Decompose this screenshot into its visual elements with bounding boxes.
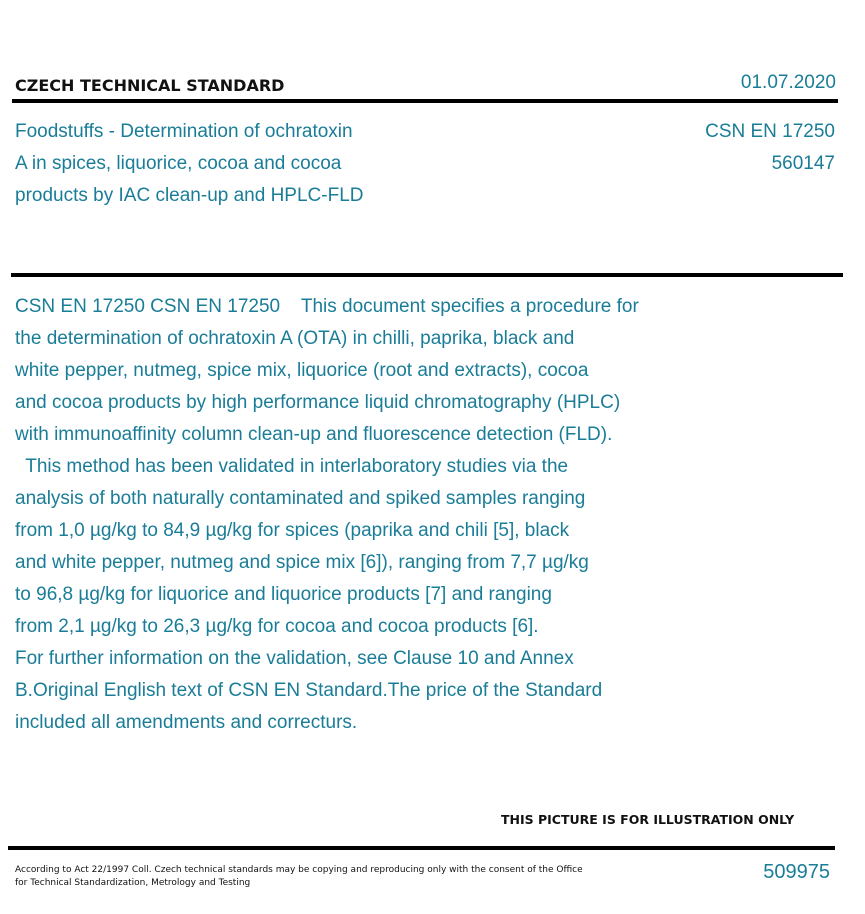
title-line: A in spices, liquorice, cocoa and cocoa [15, 153, 342, 174]
abstract-line: B.Original English text of CSN EN Standard.The price of the Standard [15, 680, 603, 701]
standard-abstract [15, 291, 775, 739]
illustration-disclaimer: THIS PICTURE IS FOR ILLUSTRATION ONLY [501, 812, 795, 827]
copyright-note [15, 864, 615, 890]
abstract-line: CSN EN 17250 CSN EN 17250 This document specifies a procedure for [15, 296, 639, 317]
header-divider [12, 99, 838, 103]
title-divider [11, 273, 843, 277]
publication-date: 01.07.2020 [740, 72, 836, 93]
catalog-number: 560147 [771, 153, 835, 174]
abstract-line: analysis of both naturally contaminated and spiked samples ranging [15, 488, 586, 509]
abstract-line: from 2,1 µg/kg to 26,3 µg/kg for cocoa and cocoa products [6]. [15, 616, 539, 637]
abstract-line: included all amendments and correcturs. [15, 712, 358, 733]
title-line: Foodstuffs - Determination of ochratoxin [15, 121, 353, 142]
abstract-line: the determination of ochratoxin A (OTA) in chilli, paprika, black and [15, 328, 575, 349]
copyright-line: According to Act 22/1997 Coll. Czech technical standards may be copying and reproducing only with the consent of the Office [15, 865, 583, 875]
title-line: products by IAC clean-up and HPLC-FLD [15, 185, 364, 206]
abstract-line: and cocoa products by high performance liquid chromatography (HPLC) [15, 392, 621, 413]
abstract-line: white pepper, nutmeg, spice mix, liquorice (root and extracts), cocoa [15, 360, 589, 381]
footer-divider [8, 846, 835, 850]
document-id: 509975 [763, 861, 830, 883]
standard-title [15, 116, 445, 212]
abstract-line: to 96,8 µg/kg for liquorice and liquorice products [7] and ranging [15, 584, 552, 605]
copyright-line: for Technical Standardization, Metrology and Testing [15, 878, 251, 888]
abstract-line: For further information on the validation, see Clause 10 and Annex [15, 648, 574, 669]
abstract-line: and white pepper, nutmeg and spice mix [6]), ranging from 7,7 µg/kg [15, 552, 589, 573]
abstract-line: with immunoaffinity column clean-up and fluorescence detection (FLD). [15, 424, 613, 445]
standard-codes [705, 116, 835, 180]
standard-number: CSN EN 17250 [705, 121, 835, 142]
abstract-line: from 1,0 µg/kg to 84,9 µg/kg for spices (paprika and chili [5], black [15, 520, 570, 541]
document-type-label: CZECH TECHNICAL STANDARD [15, 76, 285, 95]
abstract-line: This method has been validated in interlaboratory studies via the [15, 456, 569, 477]
